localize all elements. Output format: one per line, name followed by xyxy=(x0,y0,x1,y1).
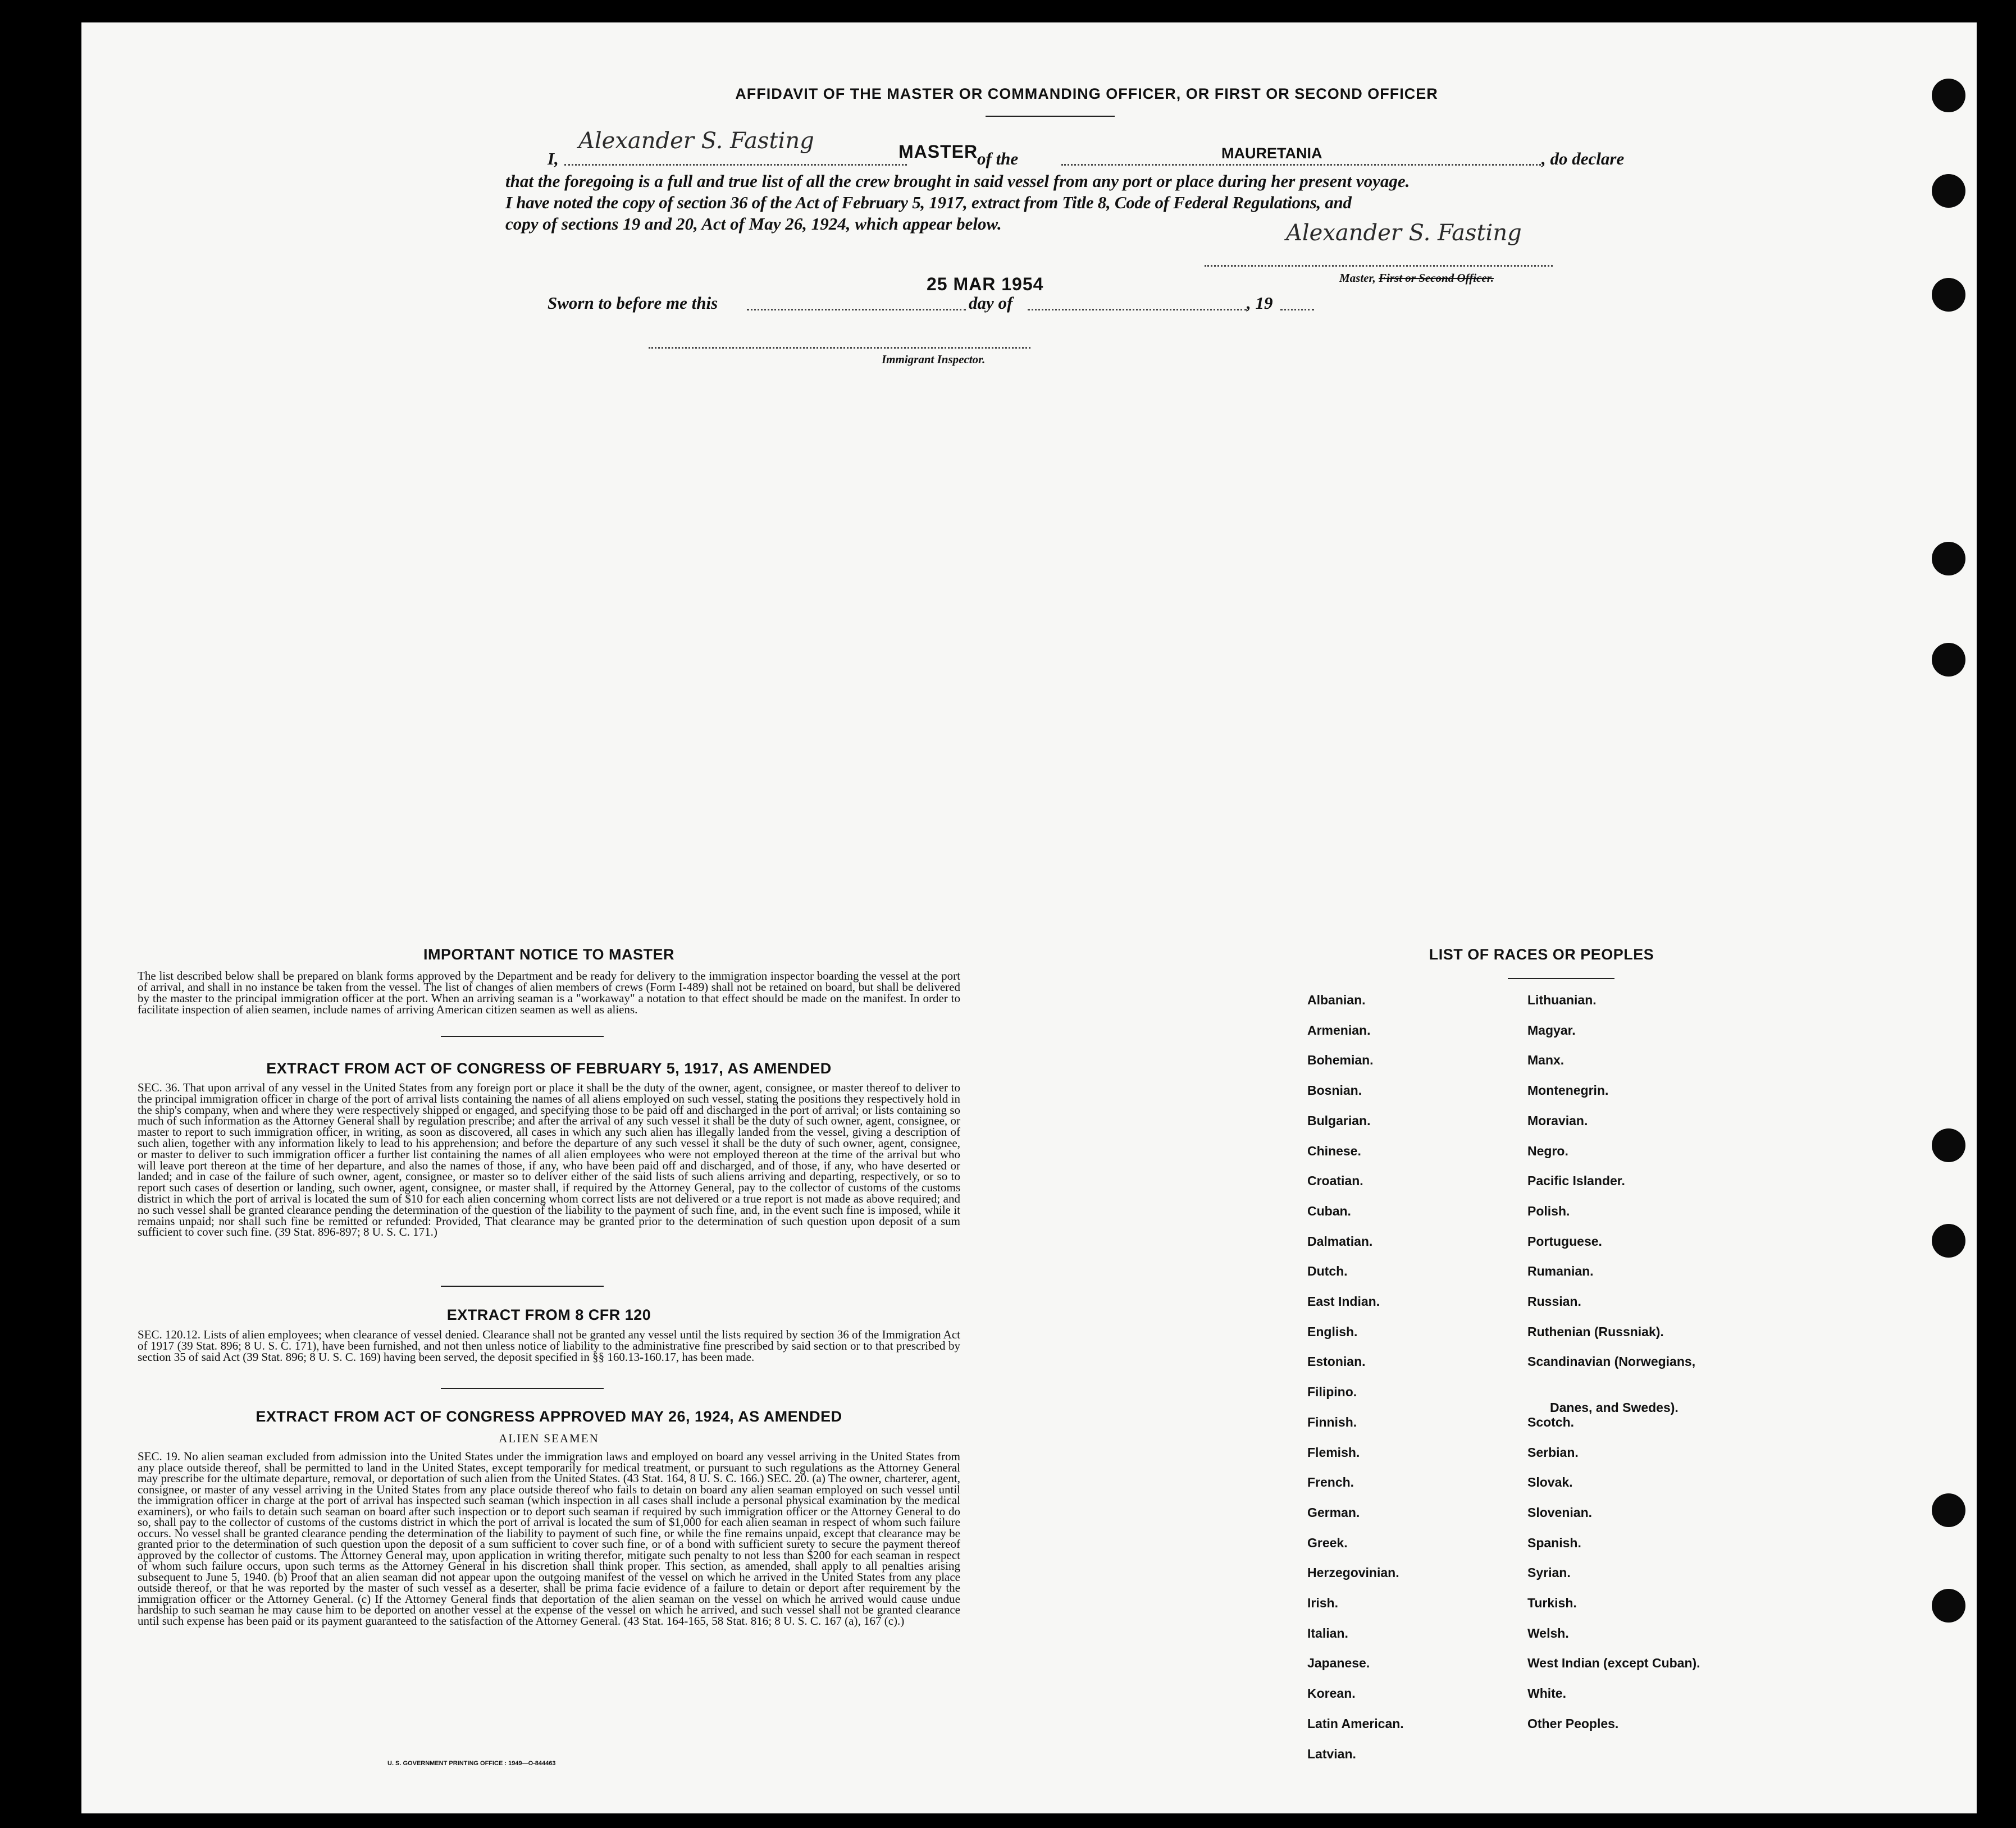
notice-body: The list described below shall be prepared on blank forms approved by the Department and be ready for delivery to the immigration inspector boarding the vessel at the port of arrival, and shall in no instance be taken from the vessel. The list of changes of alien members of crews (Form I-489) shall not be retained on board, but shall be delivered by the master to the principal immigration officer at the port. When an arriving seaman is a "workaway" a notation to that effect should be made on the manifest. In order to facilitate inspection of alien seamen, include names of arriving American citizen seamen as well as aliens. xyxy=(138,969,960,1016)
race-item: Pacific Islander. xyxy=(1527,1173,1625,1189)
binder-hole xyxy=(1932,79,1965,112)
races-divider xyxy=(1508,978,1614,979)
race-item: Flemish. xyxy=(1307,1445,1360,1460)
race-item: Slovak. xyxy=(1527,1475,1573,1490)
document-page xyxy=(81,22,1977,1813)
race-item: Greek. xyxy=(1307,1535,1348,1550)
affidavit-i: I, xyxy=(548,149,559,168)
race-item: Finnish. xyxy=(1307,1414,1357,1429)
binder-hole xyxy=(1932,174,1965,208)
race-item: Ruthenian (Russniak). xyxy=(1527,1324,1664,1339)
printing-office-footer: U. S. GOVERNMENT PRINTING OFFICE : 1949—O-844463 xyxy=(387,1760,556,1767)
race-item: Spanish. xyxy=(1527,1535,1581,1550)
sworn-day-line xyxy=(747,309,966,310)
vessel-line xyxy=(1061,164,1544,166)
extract-1917-title: EXTRACT FROM ACT OF CONGRESS OF FEBRUARY 5, 1917, AS AMENDED xyxy=(266,1060,832,1077)
race-item: Armenian. xyxy=(1307,1022,1371,1038)
race-item: Estonian. xyxy=(1307,1354,1366,1369)
do-declare-text: , do declare xyxy=(1541,149,1625,168)
race-item: Manx. xyxy=(1527,1053,1565,1068)
race-item: Moravian. xyxy=(1527,1113,1588,1128)
race-item: Cuban. xyxy=(1307,1203,1351,1218)
month-line xyxy=(1028,309,1247,310)
extract-1924-subtitle: ALIEN SEAMEN xyxy=(499,1432,599,1445)
race-item: Serbian. xyxy=(1527,1445,1579,1460)
race-item: Slovenian. xyxy=(1527,1505,1593,1520)
race-item: Chinese. xyxy=(1307,1143,1361,1158)
race-item: Bulgarian. xyxy=(1307,1113,1371,1128)
race-item: Syrian. xyxy=(1527,1565,1571,1580)
race-item: Albanian. xyxy=(1307,993,1366,1007)
binder-hole xyxy=(1932,1589,1965,1623)
binder-hole xyxy=(1932,1493,1965,1527)
race-item: Latvian. xyxy=(1307,1746,1356,1761)
binder-hole xyxy=(1932,1128,1965,1162)
race-item: Danes, and Swedes). xyxy=(1550,1400,1679,1415)
extract-8cfr-title: EXTRACT FROM 8 CFR 120 xyxy=(446,1306,651,1323)
extract-1924-body: SEC. 19. No alien seaman excluded from admission into the United States under the immigration laws and employed on board any vessel arriving in the United States from any place outside thereof, shall be permitted to land in the United States, except temporarily for medical treatment, or pursuant to such regulations as the Attorney General may prescribe for the ultimate departure, removal, or deportation of such alien from the United States. (43 Stat. 164, 8 U. S. C. 166.) SEC. 20. (a) The owner, charterer, agent, consignee, or master of any vessel arriving in the United States from any place outside thereof who fails to detain on board any alien seaman employed on such vessel until the immigration officer in charge at the port of arrival has inspected such seaman (which inspection in all cases shall include a personal physical examination by the medical examiners), or who fails to detain such seaman on board after such inspection or to deport such seaman if required by such immigration officer or the Attorney General to do so, shall pay to the collector of customs of the customs district in which the port of arrival is located the sum of $1,000 for each alien seaman in respect of whom such failure occurs. No vessel shall be granted clearance pending the determination of the liability to payment of such fine, or while the fine remains unpaid, except that clearance may be granted prior to the determination of such question upon the deposit of a sum sufficient to cover such fine, or of a bond with sufficient surety to secure the payment thereof approved by the collector of customs. The Attorney General may, upon application in writing therefor, mitigate such penalty to not less than $200 for each seaman in respect of whom such failure occurs, upon such terms as the Attorney General in his discretion shall think proper. This section, as amended, shall apply to all penalties arising subsequent to June 5, 1940. (b) Proof that an alien seaman did not appear upon the outgoing manifest of the vessel on which he arrived in the United States from any place outside thereof, or that he was reported by the master of such vessel as a deserter, shall be prima facie evidence of a failure to detain or deport after requirement by the immigration officer or the Attorney General. (c) If the Attorney General finds that deportation of the alien seaman on the vessel on which he arrived would cause undue hardship to such seaman he may cause him to be deported on another vessel at the expense of the vessel on which he arrived, and such vessel shall not be granted clearance until such expense has been paid or its payment guaranteed to the satisfaction of the Attorney General. (43 Stat. 164-165, 58 Stat. 816; 8 U. S. C. 167 (a), 167 (c).) xyxy=(138,1450,960,1628)
race-item: Russian. xyxy=(1527,1294,1581,1309)
race-item: East Indian. xyxy=(1307,1294,1380,1309)
affidavit-title: AFFIDAVIT OF THE MASTER OR COMMANDING OFFICER, OR FIRST OR SECOND OFFICER xyxy=(735,85,1438,102)
divider xyxy=(441,1388,604,1389)
year-text: , 19 xyxy=(1247,293,1273,313)
races-title: LIST OF RACES OR PEOPLES xyxy=(1429,946,1654,963)
race-item: White. xyxy=(1527,1686,1566,1701)
binder-hole xyxy=(1932,542,1965,575)
affidavit-line-3: I have noted the copy of section 36 of the Act of February 5, 1917, extract from Title 8, Code of Federal Regulations, and xyxy=(505,193,1352,212)
race-item: Montenegrin. xyxy=(1527,1083,1609,1098)
race-item: German. xyxy=(1307,1505,1360,1520)
handwritten-signature: Alexander S. Fasting xyxy=(578,128,814,154)
master-caption xyxy=(1339,271,1494,285)
vessel-name: MAURETANIA xyxy=(1221,145,1322,162)
race-item: Polish. xyxy=(1527,1203,1570,1218)
race-item: Magyar. xyxy=(1527,1022,1576,1038)
inspector-caption: Immigrant Inspector. xyxy=(882,353,986,366)
inspector-line xyxy=(649,347,1030,349)
affidavit-line-2: that the foregoing is a full and true list of all the crew brought in said vessel from any port or place during her present voyage. xyxy=(505,171,1410,191)
race-item: Rumanian. xyxy=(1527,1264,1594,1279)
extract-1917-body: SEC. 36. That upon arrival of any vessel in the United States from any foreign port or place it shall be the duty of the owner, agent, consignee, or master thereof to deliver to the principal immigration officer in charge of the port of arrival lists containing the names of all aliens employed on such vessel, stating the positions they respectively hold in the ship's company, when and where they were respectively shipped or engaged, and specifying those to be paid off and discharged in the port of arrival; or lists containing so much of such information as the Attorney General shall by regulation prescribe; and after the arrival of any such vessel it shall be the duty of such owner, agent, consignee, or master to report to such immigration officer, in writing, as soon as discovered, all cases in which any such alien has illegally landed from the vessel, giving a description of such alien, together with any information likely to lead to his apprehension; and before the departure of any such vessel it shall be the duty of such owner, agent, consignee, or master to deliver to such immigration officer a further list containing the names of all alien employees who were not employed thereon at the time of the arrival but who will leave port thereon at the time of her departure, and also the names of those, if any, who have been paid off and discharged, and of those, if any, who have deserted or landed; and in case of the failure of such owner, agent, consignee, or master so to deliver either of the said lists of such aliens arriving and departing, respectively, or so to report such cases of desertion or landing, such owner, agent, consignee, or master shall, if required by the Attorney General, pay to the collector of customs of the customs district in which the port of arrival is located the sum of $10 for each alien concerning whom correct lists are not delivered or a true report is not made as above required; and no such vessel shall be granted clearance pending the determination of the question of the liability to the payment of such fine, and, in the event such fine is imposed, while it remains unpaid; nor shall such fine be remitted or refunded: Provided, That clearance may be granted prior to the determination of such question upon deposit of a sum sufficient to cover such fine. (39 Stat. 896-897; 8 U. S. C. 171.) xyxy=(138,1081,960,1239)
master-signature-line xyxy=(1205,265,1553,267)
race-item: English. xyxy=(1307,1324,1358,1339)
notice-title: IMPORTANT NOTICE TO MASTER xyxy=(423,946,674,963)
race-item: Croatian. xyxy=(1307,1173,1363,1189)
race-item: Bohemian. xyxy=(1307,1053,1374,1068)
extract-1924-title: EXTRACT FROM ACT OF CONGRESS APPROVED MAY 26, 1924, AS AMENDED xyxy=(256,1408,842,1425)
race-item: Latin American. xyxy=(1307,1716,1404,1731)
race-item: Filipino. xyxy=(1307,1384,1357,1400)
struck-caption: First or Second Officer. xyxy=(1379,271,1494,285)
race-item: Welsh. xyxy=(1527,1625,1569,1640)
of-the-text: of the xyxy=(977,149,1019,168)
race-item: Dalmatian. xyxy=(1307,1233,1373,1249)
race-item: West Indian (except Cuban). xyxy=(1527,1656,1700,1671)
rank-underline xyxy=(986,116,1115,117)
year-line xyxy=(1280,309,1314,310)
race-item: Dutch. xyxy=(1307,1264,1348,1279)
master-caption-text: Master, xyxy=(1339,271,1376,285)
race-item: Scandinavian (Norwegians, xyxy=(1527,1354,1696,1369)
date-stamp: 25 MAR 1954 xyxy=(927,274,1044,294)
extract-8cfr-body: SEC. 120.12. Lists of alien employees; when clearance of vessel denied. Clearance shall not be granted any vessel until the lists required by section 36 of the Immigration Act of 1917 (39 Stat. 896; 8 U. S. C. 171), have been furnished, and not then unless notice of liability to the administrative fine prescribed by said section or to that prescribed by section 35 of said Act (39 Stat. 896; 8 U. S. C. 169) having been served, the deposit specified in §§ 160.13-160.17, has been made. xyxy=(138,1328,960,1364)
race-item: Scotch. xyxy=(1527,1414,1575,1429)
name-line xyxy=(564,164,907,166)
race-item: Negro. xyxy=(1527,1143,1568,1158)
race-item: Bosnian. xyxy=(1307,1083,1362,1098)
master-signature: Alexander S. Fasting xyxy=(1286,220,1522,246)
race-item: Herzegovinian. xyxy=(1307,1565,1399,1580)
race-item: Japanese. xyxy=(1307,1656,1370,1671)
race-item: French. xyxy=(1307,1475,1354,1490)
divider xyxy=(441,1286,604,1287)
race-item: Turkish. xyxy=(1527,1596,1577,1610)
race-item: Lithuanian. xyxy=(1527,993,1597,1007)
race-item: Italian. xyxy=(1307,1625,1348,1640)
race-item: Korean. xyxy=(1307,1686,1356,1701)
affidavit-line-4: copy of sections 19 and 20, Act of May 26, 1924, which appear below. xyxy=(505,214,1002,234)
race-item: Other Peoples. xyxy=(1527,1716,1619,1731)
race-item: Portuguese. xyxy=(1527,1233,1602,1249)
binder-hole xyxy=(1932,643,1965,677)
day-of-text: day of xyxy=(969,293,1013,313)
sworn-text: Sworn to before me this xyxy=(548,293,718,313)
divider xyxy=(441,1036,604,1037)
race-item: Irish. xyxy=(1307,1596,1338,1610)
binder-hole xyxy=(1932,278,1965,312)
rank-field: MASTER xyxy=(898,141,978,162)
binder-hole xyxy=(1932,1224,1965,1258)
